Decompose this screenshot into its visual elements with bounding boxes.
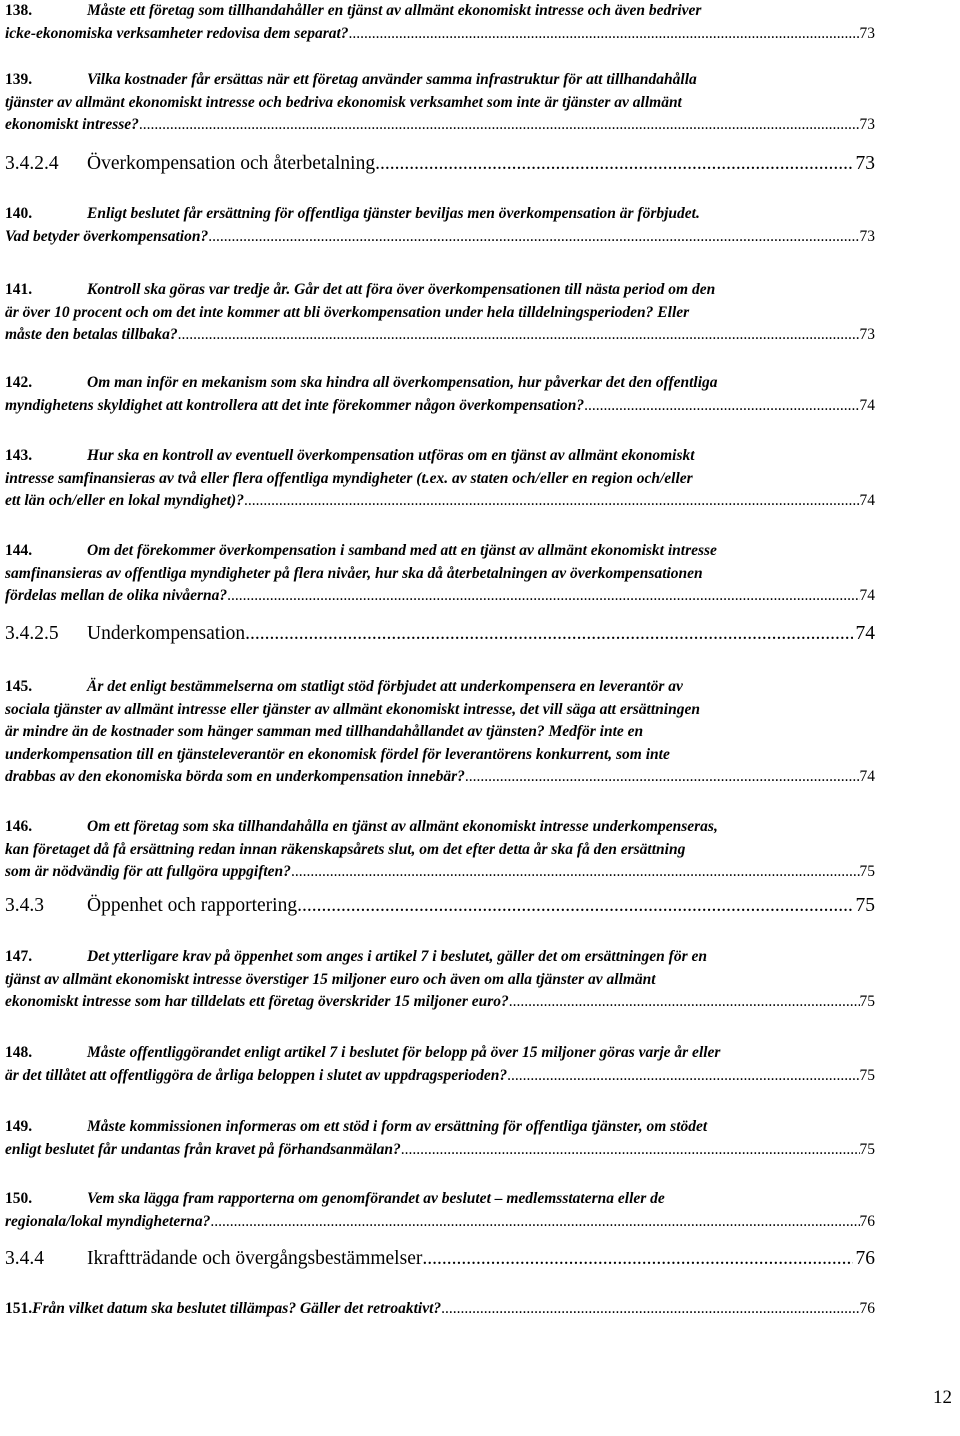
toc-section-3-4-3[interactable] [5, 893, 875, 919]
dot-leader [139, 114, 860, 137]
dot-leader [349, 23, 860, 46]
question-text-line: Om det förekommer överkompensation i samband med att en tjänst av allmänt ekonomiskt intresse [87, 542, 717, 559]
question-text-last: myndighetens skyldighet att kontrollera att det inte förekommer någon överkompensation? [5, 396, 585, 414]
dot-leader [227, 585, 859, 608]
section-title: Överkompensation och återbetalning [87, 153, 376, 174]
question-text-last: måste den betalas tillbaka? [5, 326, 178, 343]
question-number: 138. [5, 2, 33, 19]
page-ref: 76 [859, 1212, 875, 1230]
question-number: 143. [5, 447, 33, 464]
toc-question-149[interactable] [5, 1116, 875, 1161]
question-number: 139. [5, 71, 33, 88]
toc-question-140[interactable] [5, 203, 875, 248]
question-text-last: ett län och/eller en lokal myndighet)? [5, 492, 244, 509]
section-number: 3.4.3 [5, 895, 44, 916]
dot-leader [210, 1211, 859, 1234]
toc-question-148[interactable] [5, 1042, 875, 1087]
toc-question-142[interactable] [5, 372, 875, 417]
question-text-last: Från vilket datum ska beslutet tillämpas? Gäller det retroaktivt? [32, 1300, 442, 1317]
question-text-last: är det tillåtet att offentliggöra de årliga beloppen i slutet av uppdragsperioden? [5, 1066, 508, 1084]
question-text-line: underkompensation till en tjänsteleverantör en ekonomisk fördel för leverantörens konkurrent, som inte [5, 745, 670, 763]
page-ref: 73 [859, 116, 875, 133]
dot-leader [178, 324, 860, 347]
page-ref: 74 [859, 587, 875, 604]
question-text-last: drabbas av den ekonomiska börda som en underkompensation innebär? [5, 768, 465, 785]
page-ref: 74 [859, 396, 875, 414]
question-text-last: Vad betyder överkompensation? [5, 227, 209, 245]
question-text-last: ekonomiskt intresse? [5, 116, 139, 133]
question-number: 141. [5, 281, 33, 298]
question-text-line: Måste ett företag som tillhandahåller en tjänst av allmänt ekonomiskt intresse och även bedriver [87, 2, 702, 19]
dot-leader [584, 395, 859, 418]
toc-question-151[interactable] [5, 1298, 875, 1321]
toc-question-141[interactable] [5, 279, 875, 347]
page-ref: 74 [859, 492, 875, 509]
page-ref: 73 [859, 326, 875, 343]
question-text-last: enligt beslutet får undantas från kravet på förhandsanmälan? [5, 1140, 401, 1158]
page-ref: 74 [859, 768, 875, 785]
question-text-line: sociala tjänster av allmänt intresse eller tjänster av allmänt ekonomiskt intresse, det vill säga att ersättningen [5, 700, 700, 718]
page-ref: 75 [859, 863, 875, 880]
section-title: Öppenhet och rapportering [87, 895, 298, 916]
question-number: 144. [5, 542, 33, 559]
toc-section-3-4-4[interactable] [5, 1246, 875, 1272]
toc-question-150[interactable] [5, 1188, 875, 1233]
dot-leader [297, 893, 852, 919]
question-text-line: Måste offentliggörandet enligt artikel 7 i beslutet för belopp på över 15 miljoner göras varje år eller [87, 1044, 721, 1061]
question-text-line: Vilka kostnader får ersättas när ett företag använder samma infrastruktur för att tillhandahålla [87, 71, 697, 88]
dot-leader [208, 226, 859, 249]
dot-leader [244, 490, 860, 513]
section-number: 3.4.2.5 [5, 623, 59, 644]
dot-leader [245, 621, 852, 647]
page-ref: 75 [859, 1140, 875, 1158]
section-number: 3.4.2.4 [5, 153, 59, 174]
question-text-line: tjänster av allmänt ekonomiskt intresse och bedriva ekonomisk verksamhet som inte är tjänster av allmänt [5, 93, 682, 111]
question-text-line: Vem ska lägga fram rapporterna om genomförandet av beslutet – medlemsstaterna eller de [87, 1190, 665, 1207]
question-text-line: samfinansieras av offentliga myndigheter på flera nivåer, hur ska då återbetalningen av överkompensationen [5, 564, 703, 582]
section-title: Ikraftträdande och övergångsbestämmelser [87, 1248, 423, 1269]
question-text-line: är mindre än de kostnader som hänger samman med tillhandahållandet av tjänsten? Medför inte en [5, 723, 644, 740]
toc-question-147[interactable] [5, 946, 875, 1014]
dot-leader [291, 861, 860, 884]
question-text-line: tjänst av allmänt ekonomiskt intresse överstiger 15 miljoner euro och även om alla tjänster av allmänt [5, 970, 656, 988]
dot-leader [422, 1246, 852, 1272]
toc-question-143[interactable] [5, 445, 875, 513]
page-ref: 75 [859, 1066, 875, 1084]
question-text-line: Om ett företag som ska tillhandahålla en tjänst av allmänt ekonomiskt intresse underkompenseras, [87, 818, 718, 835]
question-text-line: är över 10 procent och om det inte kommer att bli överkompensation under hela tilldelningsperioden? Eller [5, 303, 690, 321]
toc-section-3-4-2-5[interactable] [5, 621, 875, 647]
question-text-line: Hur ska en kontroll av eventuell överkompensation utföras om en tjänst av allmänt ekonomiskt [87, 447, 695, 464]
question-number: 147. [5, 948, 33, 965]
question-text-line: Är det enligt bestämmelserna om statligt stöd förbjudet att underkompensera en leverantör av [87, 678, 683, 695]
toc-question-145[interactable] [5, 676, 875, 789]
toc-section-3-4-2-4[interactable] [5, 151, 875, 177]
question-number: 149. [5, 1118, 33, 1135]
section-title: Underkompensation [87, 623, 246, 644]
question-text-last: ekonomiskt intresse som har tilldelats ett företag överskrider 15 miljoner euro? [5, 993, 509, 1010]
question-text-line: intresse samfinansieras av två eller flera offentliga myndigheter (t.ex. av staten och/eller en region och/eller [5, 469, 693, 487]
question-text-line: Det ytterligare krav på öppenhet som anges i artikel 7 i beslutet, gäller det om ersättningen för en [87, 948, 707, 965]
page-ref: 75 [859, 993, 875, 1010]
question-number: 145. [5, 678, 33, 695]
question-text-last: regionala/lokal myndigheterna? [5, 1212, 211, 1230]
dot-leader [507, 1065, 859, 1088]
question-text-last: fördelas mellan de olika nivåerna? [5, 587, 228, 604]
page-ref: 76 [859, 1300, 875, 1317]
section-number: 3.4.4 [5, 1248, 44, 1269]
page-number: 12 [933, 1387, 952, 1408]
question-text-last: icke-ekonomiska verksamheter redovisa dem separat? [5, 24, 349, 42]
toc-question-146[interactable] [5, 816, 875, 884]
question-number: 140. [5, 205, 33, 222]
question-text-last: som är nödvändig för att fullgöra uppgiften? [5, 863, 291, 880]
dot-leader [375, 151, 852, 177]
page-ref: 76 [855, 1248, 875, 1269]
page-ref: 74 [855, 623, 875, 644]
dot-leader [441, 1298, 859, 1321]
page-ref: 75 [855, 895, 875, 916]
question-number: 146. [5, 818, 33, 835]
question-text-line: Om man inför en mekanism som ska hindra all överkompensation, hur påverkar det den offentliga [87, 374, 718, 391]
page-ref: 73 [855, 153, 875, 174]
toc-question-138[interactable] [5, 0, 875, 45]
question-number: 150. [5, 1190, 33, 1207]
page-ref: 73 [859, 24, 875, 42]
question-text-line: Kontroll ska göras var tredje år. Går det att föra över överkompensationen till nästa period om den [87, 281, 716, 298]
toc-question-139[interactable] [5, 69, 875, 137]
question-number: 151. [5, 1300, 33, 1317]
question-number: 142. [5, 374, 33, 391]
question-text-line: Måste kommissionen informeras om ett stöd i form av ersättning för offentliga tjänster, om stödet [87, 1118, 708, 1135]
toc-question-144[interactable] [5, 540, 875, 608]
question-number: 148. [5, 1044, 33, 1061]
dot-leader [401, 1139, 860, 1162]
dot-leader [465, 766, 860, 789]
page-ref: 73 [859, 227, 875, 245]
question-text-line: Enligt beslutet får ersättning för offentliga tjänster beviljas men överkompensation är förbjudet. [87, 205, 700, 222]
question-text-line: kan företaget då få ersättning redan innan räkenskapsårets slut, om det efter detta år ska få den ersättning [5, 840, 686, 858]
dot-leader [509, 991, 860, 1014]
